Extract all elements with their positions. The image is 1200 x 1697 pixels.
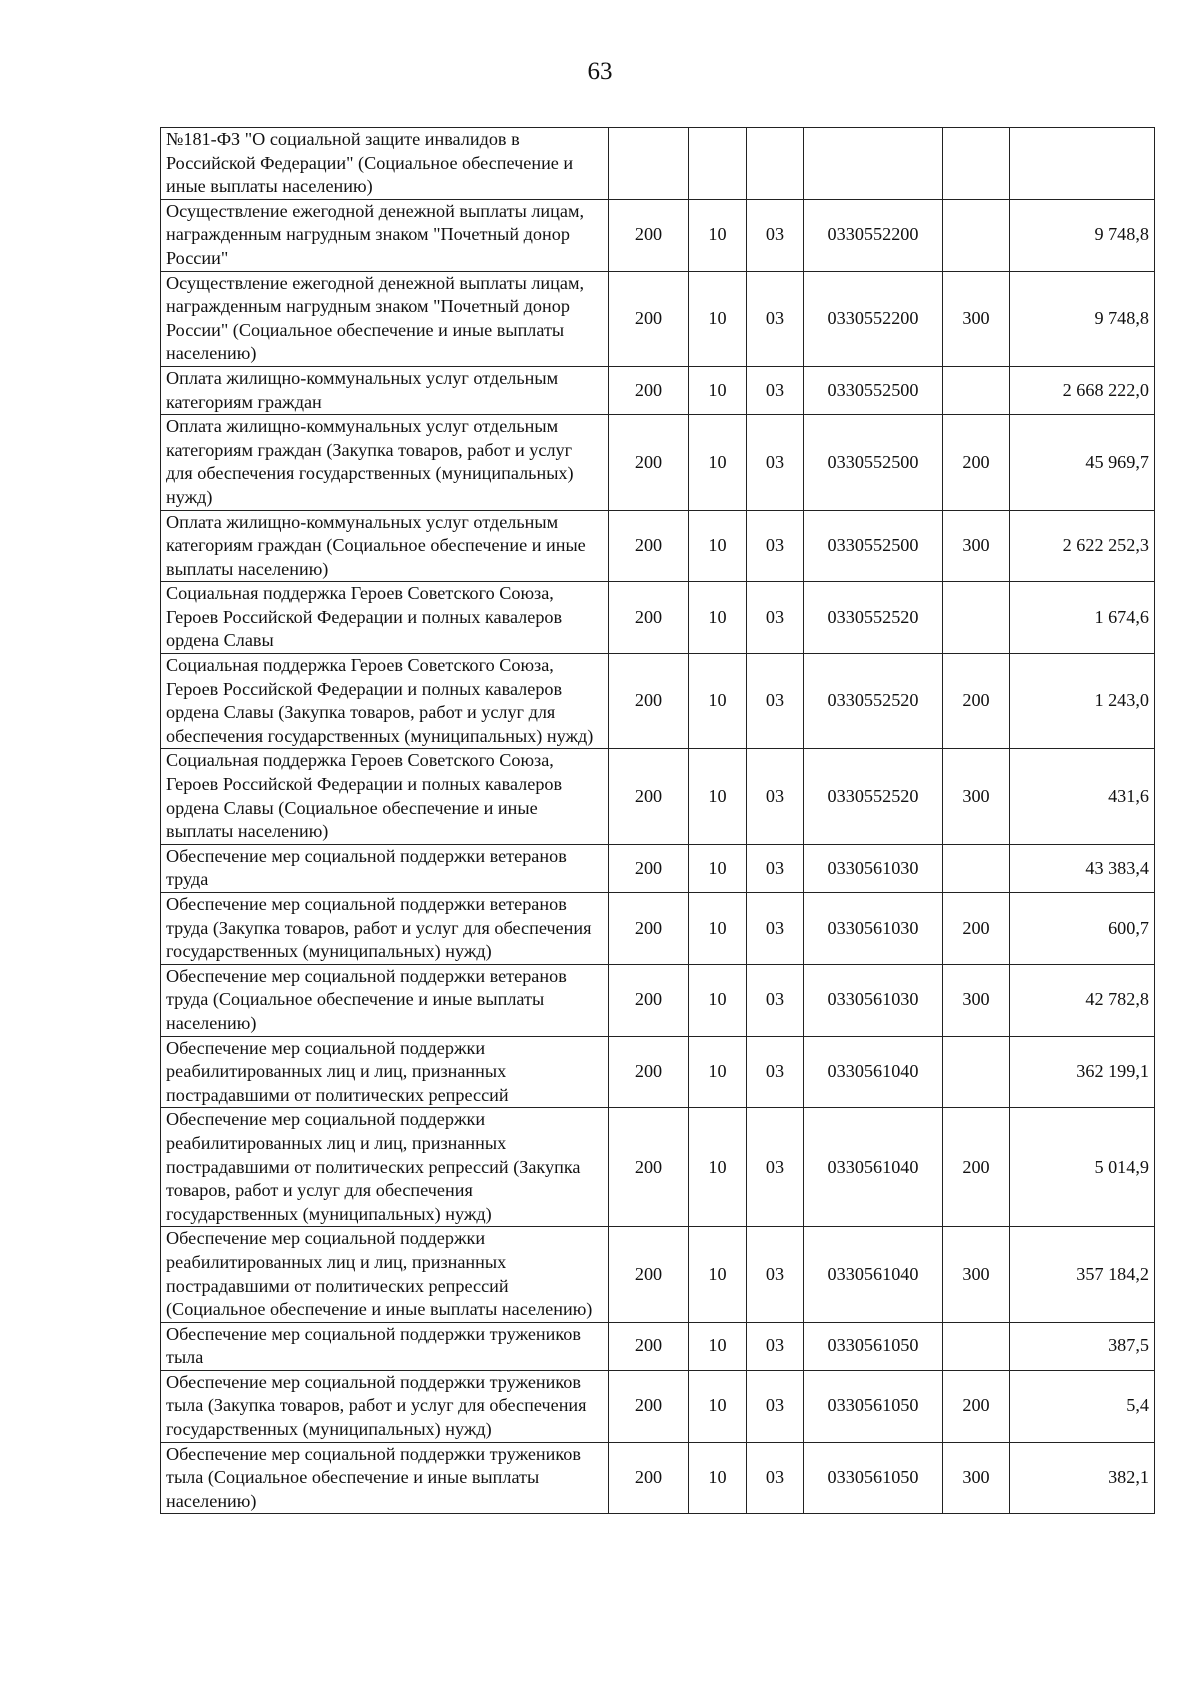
expense-type-cell (943, 582, 1010, 654)
table-row (161, 582, 1155, 654)
expense-name-cell: Оплата жилищно-коммунальных услуг отдельным категориям граждан (Закупка товаров, работ и услуг для обеспечения государственных (муниципальных) нужд) (161, 415, 609, 510)
target-article-cell: 0330561030 (804, 844, 943, 892)
section-code-cell: 10 (689, 1322, 747, 1370)
section-code-cell: 10 (689, 1036, 747, 1108)
amount-cell: 2 622 252,3 (1010, 510, 1155, 582)
target-article-cell: 0330561030 (804, 964, 943, 1036)
subsection-code-cell: 03 (747, 415, 804, 510)
section-code-cell: 10 (689, 749, 747, 844)
section-code-cell: 10 (689, 415, 747, 510)
expense-type-cell (943, 1036, 1010, 1108)
target-article-cell: 0330561050 (804, 1370, 943, 1442)
subsection-code-cell: 03 (747, 1108, 804, 1227)
grbs-code-cell: 200 (609, 1322, 689, 1370)
grbs-code-cell: 200 (609, 1108, 689, 1227)
expense-type-cell (943, 199, 1010, 271)
page-number: 63 (587, 58, 613, 85)
expense-type-cell: 300 (943, 510, 1010, 582)
table-row (161, 271, 1155, 366)
table-row (161, 964, 1155, 1036)
subsection-code-cell: 03 (747, 893, 804, 965)
grbs-code-cell (609, 128, 689, 200)
subsection-code-cell: 03 (747, 654, 804, 749)
expense-name-cell: №181-ФЗ "О социальной защите инвалидов в Российской Федерации" (Социальное обеспечение и иные выплаты населению) (161, 128, 609, 200)
grbs-code-cell: 200 (609, 199, 689, 271)
grbs-code-cell: 200 (609, 1036, 689, 1108)
expense-name-cell: Обеспечение мер социальной поддержки тружеников тыла (Закупка товаров, работ и услуг для обеспечения государственных (муниципальных) нужд) (161, 1370, 609, 1442)
subsection-code-cell: 03 (747, 964, 804, 1036)
section-code-cell: 10 (689, 1442, 747, 1514)
amount-cell: 1 243,0 (1010, 654, 1155, 749)
amount-cell: 387,5 (1010, 1322, 1155, 1370)
expense-name-cell: Оплата жилищно-коммунальных услуг отдельным категориям граждан (Социальное обеспечение и иные выплаты населению) (161, 510, 609, 582)
table-row (161, 749, 1155, 844)
target-article-cell: 0330552200 (804, 199, 943, 271)
section-code-cell: 10 (689, 893, 747, 965)
target-article-cell: 0330552520 (804, 749, 943, 844)
expense-name-cell: Обеспечение мер социальной поддержки ветеранов труда (Закупка товаров, работ и услуг для обеспечения государственных (муниципальных) нужд) (161, 893, 609, 965)
expense-name-cell: Осуществление ежегодной денежной выплаты лицам, награжденным нагрудным знаком "Почетный донор России" (161, 199, 609, 271)
grbs-code-cell: 200 (609, 1370, 689, 1442)
table-row (161, 893, 1155, 965)
grbs-code-cell: 200 (609, 271, 689, 366)
expense-type-cell: 200 (943, 654, 1010, 749)
amount-cell: 43 383,4 (1010, 844, 1155, 892)
expense-name-cell: Обеспечение мер социальной поддержки реабилитированных лиц и лиц, признанных пострадавшими от политических репрессий (161, 1036, 609, 1108)
subsection-code-cell: 03 (747, 510, 804, 582)
expense-name-cell: Обеспечение мер социальной поддержки реабилитированных лиц и лиц, признанных пострадавшими от политических репрессий (Социальное обеспечение и иные выплаты населению) (161, 1227, 609, 1322)
expense-type-cell: 300 (943, 964, 1010, 1036)
expense-name-cell: Обеспечение мер социальной поддержки реабилитированных лиц и лиц, признанных пострадавшими от политических репрессий (Закупка товаров, работ и услуг для обеспечения государственных (муниципальных) нужд) (161, 1108, 609, 1227)
expense-type-cell: 200 (943, 893, 1010, 965)
section-code-cell: 10 (689, 366, 747, 414)
section-code-cell: 10 (689, 1108, 747, 1227)
budget-table (160, 127, 1155, 1514)
expense-type-cell: 200 (943, 1108, 1010, 1227)
subsection-code-cell: 03 (747, 366, 804, 414)
target-article-cell: 0330552500 (804, 415, 943, 510)
subsection-code-cell: 03 (747, 1036, 804, 1108)
amount-cell: 5 014,9 (1010, 1108, 1155, 1227)
expense-type-cell (943, 128, 1010, 200)
table-row (161, 128, 1155, 200)
section-code-cell: 10 (689, 271, 747, 366)
section-code-cell: 10 (689, 1227, 747, 1322)
grbs-code-cell: 200 (609, 1442, 689, 1514)
expense-name-cell: Обеспечение мер социальной поддержки ветеранов труда (161, 844, 609, 892)
table-row (161, 366, 1155, 414)
table-row (161, 1036, 1155, 1108)
subsection-code-cell: 03 (747, 1442, 804, 1514)
expense-name-cell: Обеспечение мер социальной поддержки тружеников тыла (Социальное обеспечение и иные выплаты населению) (161, 1442, 609, 1514)
amount-cell: 600,7 (1010, 893, 1155, 965)
subsection-code-cell: 03 (747, 271, 804, 366)
expense-type-cell: 200 (943, 415, 1010, 510)
grbs-code-cell: 200 (609, 749, 689, 844)
target-article-cell: 0330561040 (804, 1108, 943, 1227)
expense-type-cell (943, 366, 1010, 414)
target-article-cell: 0330561030 (804, 893, 943, 965)
table-row (161, 1108, 1155, 1227)
table-row (161, 1442, 1155, 1514)
amount-cell: 1 674,6 (1010, 582, 1155, 654)
expense-type-cell: 300 (943, 1442, 1010, 1514)
grbs-code-cell: 200 (609, 415, 689, 510)
grbs-code-cell: 200 (609, 654, 689, 749)
amount-cell (1010, 128, 1155, 200)
table-row (161, 510, 1155, 582)
subsection-code-cell: 03 (747, 582, 804, 654)
amount-cell: 357 184,2 (1010, 1227, 1155, 1322)
target-article-cell: 0330561040 (804, 1036, 943, 1108)
expense-type-cell (943, 844, 1010, 892)
expense-name-cell: Обеспечение мер социальной поддержки тружеников тыла (161, 1322, 609, 1370)
table-row (161, 654, 1155, 749)
expense-name-cell: Социальная поддержка Героев Советского Союза, Героев Российской Федерации и полных кавалеров ордена Славы (161, 582, 609, 654)
grbs-code-cell: 200 (609, 366, 689, 414)
budget-table-body (161, 128, 1155, 1514)
section-code-cell (689, 128, 747, 200)
expense-type-cell: 300 (943, 1227, 1010, 1322)
grbs-code-cell: 200 (609, 582, 689, 654)
target-article-cell: 0330552500 (804, 510, 943, 582)
section-code-cell: 10 (689, 654, 747, 749)
target-article-cell: 0330561050 (804, 1442, 943, 1514)
amount-cell: 9 748,8 (1010, 199, 1155, 271)
amount-cell: 2 668 222,0 (1010, 366, 1155, 414)
grbs-code-cell: 200 (609, 510, 689, 582)
expense-name-cell: Социальная поддержка Героев Советского Союза, Героев Российской Федерации и полных кавалеров ордена Славы (Закупка товаров, работ и услуг для обеспечения государственных (муниципальных) нужд) (161, 654, 609, 749)
subsection-code-cell: 03 (747, 1322, 804, 1370)
subsection-code-cell: 03 (747, 749, 804, 844)
target-article-cell: 0330552520 (804, 582, 943, 654)
table-row (161, 1227, 1155, 1322)
subsection-code-cell: 03 (747, 844, 804, 892)
section-code-cell: 10 (689, 844, 747, 892)
grbs-code-cell: 200 (609, 964, 689, 1036)
expense-type-cell: 200 (943, 1370, 1010, 1442)
section-code-cell: 10 (689, 582, 747, 654)
expense-type-cell: 300 (943, 271, 1010, 366)
expense-name-cell: Обеспечение мер социальной поддержки ветеранов труда (Социальное обеспечение и иные выплаты населению) (161, 964, 609, 1036)
amount-cell: 42 782,8 (1010, 964, 1155, 1036)
amount-cell: 382,1 (1010, 1442, 1155, 1514)
target-article-cell: 0330552200 (804, 271, 943, 366)
expense-name-cell: Осуществление ежегодной денежной выплаты лицам, награжденным нагрудным знаком "Почетный донор России" (Социальное обеспечение и иные выплаты населению) (161, 271, 609, 366)
section-code-cell: 10 (689, 964, 747, 1036)
grbs-code-cell: 200 (609, 1227, 689, 1322)
subsection-code-cell: 03 (747, 1227, 804, 1322)
amount-cell: 5,4 (1010, 1370, 1155, 1442)
expense-type-cell: 300 (943, 749, 1010, 844)
table-row (161, 844, 1155, 892)
table-row (161, 199, 1155, 271)
section-code-cell: 10 (689, 510, 747, 582)
target-article-cell: 0330561050 (804, 1322, 943, 1370)
amount-cell: 431,6 (1010, 749, 1155, 844)
amount-cell: 45 969,7 (1010, 415, 1155, 510)
target-article-cell (804, 128, 943, 200)
amount-cell: 362 199,1 (1010, 1036, 1155, 1108)
expense-name-cell: Социальная поддержка Героев Советского Союза, Героев Российской Федерации и полных кавалеров ордена Славы (Социальное обеспечение и иные выплаты населению) (161, 749, 609, 844)
target-article-cell: 0330552500 (804, 366, 943, 414)
expense-type-cell (943, 1322, 1010, 1370)
target-article-cell: 0330561040 (804, 1227, 943, 1322)
table-row (161, 415, 1155, 510)
section-code-cell: 10 (689, 1370, 747, 1442)
subsection-code-cell: 03 (747, 199, 804, 271)
subsection-code-cell: 03 (747, 1370, 804, 1442)
table-row (161, 1370, 1155, 1442)
section-code-cell: 10 (689, 199, 747, 271)
amount-cell: 9 748,8 (1010, 271, 1155, 366)
table-row (161, 1322, 1155, 1370)
target-article-cell: 0330552520 (804, 654, 943, 749)
subsection-code-cell (747, 128, 804, 200)
grbs-code-cell: 200 (609, 844, 689, 892)
grbs-code-cell: 200 (609, 893, 689, 965)
expense-name-cell: Оплата жилищно-коммунальных услуг отдельным категориям граждан (161, 366, 609, 414)
